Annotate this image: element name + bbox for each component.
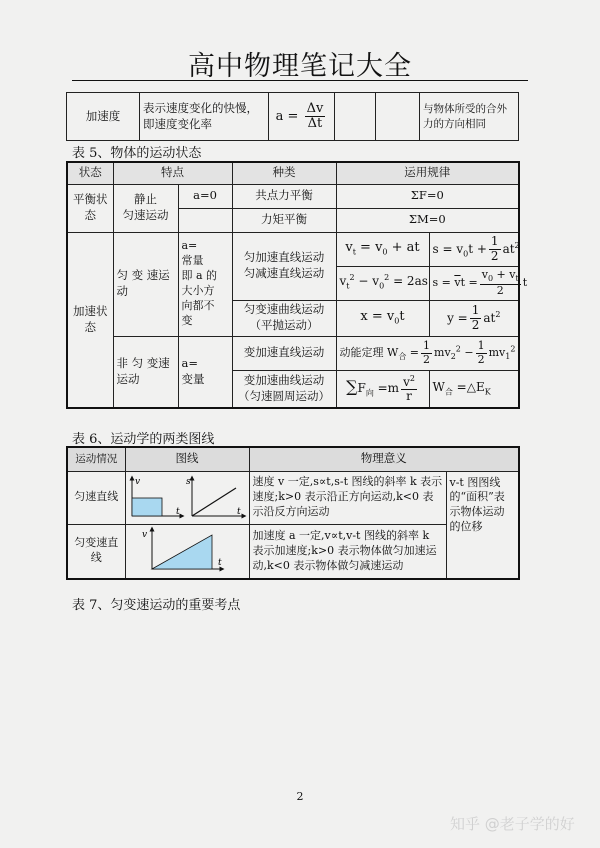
- motion-state-table: [66, 161, 528, 409]
- uniform-straight-kind: 匀加速直线运动 匀减速直线运动: [232, 232, 336, 300]
- header-graph: 图线: [125, 447, 249, 471]
- formula-work-energy: 动能定理 $W_合$ = $\frac{1}{2}$ $mv_2^2$ − $\frac{1}{2}$ $mv_1^2$: [336, 336, 519, 370]
- accel-motion-graph: [126, 525, 248, 573]
- formula-displacement: $s = v_0t$ + $\frac{1}{2}$ $at^2$: [429, 232, 519, 266]
- accel-state: 加速状态: [67, 232, 113, 408]
- acceleration-note: 与物体所受的合外力的方向相同: [420, 93, 519, 141]
- acceleration-desc: 表示速度变化的快慢，即速度变化率: [140, 93, 269, 141]
- header-feature: 特点: [113, 162, 232, 184]
- balance-state: 平衡状态: [67, 184, 113, 232]
- formula-velocity: $v_t = v_0$ + at: [336, 232, 429, 266]
- page-number: 2: [296, 790, 304, 803]
- watermark: 知乎 @老子学的好: [450, 815, 575, 833]
- vt2-axis-t-label: t: [218, 558, 222, 569]
- header-law: 运用规律: [336, 162, 519, 184]
- acceleration-name: 加速度: [67, 93, 140, 141]
- uniform-curve-kind: 匀变速曲线运动 （平抛运动）: [232, 300, 336, 336]
- nonuniform-accel-cond: a= 变量: [178, 336, 232, 408]
- title-rule: [72, 80, 528, 81]
- accel-graphs: [125, 525, 249, 579]
- st-line: [192, 488, 236, 516]
- table6-caption: 表 6、运动学的两类图线: [72, 432, 215, 447]
- uniform-accel-label: 匀 变 速运动: [113, 232, 178, 336]
- formula-horizontal: $x = v_0t$: [336, 300, 429, 336]
- vt2-area: [152, 535, 212, 569]
- formula-vertical: y = $\frac{1}{2}$ $at^2$: [429, 300, 519, 336]
- balance-feature: 静止 匀速运动: [113, 184, 178, 232]
- vt2-axis-v-label: v: [142, 530, 148, 541]
- balance-cond: a=0: [178, 184, 232, 208]
- table5-caption: 表 5、物体的运动状态: [72, 146, 202, 161]
- formula-velocity-displacement: $v_t^2 - v_0^2 = 2as$: [336, 266, 429, 300]
- nonuniform-accel-label: 非 匀 变速运动: [113, 336, 178, 408]
- acceleration-table: [66, 92, 519, 141]
- uniform-meaning: 速度 v 一定,s∝t,s-t 图线的斜率 k 表示速度;k>0 表示沿正方向运动,k<0 表示沿反方向运动: [249, 471, 446, 525]
- balance-law-torque: ΣM=0: [336, 208, 519, 232]
- page-title: 高中物理笔记大全: [188, 51, 412, 82]
- balance-law-force: ΣF=0: [336, 184, 519, 208]
- accel-meaning: 加速度 a 一定,v∝t,v-t 图线的斜率 k 表示加速度;k>0 表示物体做匀加速运动,k<0 表示物体做匀减速运动: [249, 525, 446, 579]
- kinematics-graph-table: [66, 446, 520, 580]
- formula-centripetal: $\sum F_向 =m$ $\frac{v^2}{r}$: [336, 370, 429, 408]
- header-state: 状态: [67, 162, 113, 184]
- uniform-case: 匀速直线: [67, 471, 125, 525]
- variable-straight-kind: 变加速直线运动: [232, 336, 336, 370]
- vt-axis-v-label: v: [135, 476, 141, 487]
- uniform-graphs: [125, 471, 249, 525]
- empty-cell: [178, 208, 232, 232]
- acceleration-formula: a = $\frac{\Delta v}{\Delta t}$: [269, 93, 335, 141]
- empty-cell: [376, 93, 420, 141]
- variable-curve-kind: 变加速曲线运动 （匀速圆周运动）: [232, 370, 336, 408]
- uniform-accel-case: 匀变速直线: [67, 525, 125, 579]
- uniform-accel-cond: a= 常量 即 a 的 大小方 向都不 变: [178, 232, 232, 336]
- st-axis-t-label: t: [237, 506, 241, 517]
- table7-caption: 表 7、匀变速运动的重要考点: [72, 598, 241, 613]
- header-meaning: 物理意义: [249, 447, 519, 471]
- header-case: 运动情况: [67, 447, 125, 471]
- balance-kind-torque: 力矩平衡: [232, 208, 336, 232]
- empty-cell: [335, 93, 376, 141]
- formula-work-kinetic: $W_合$ $=\triangle E_K$: [429, 370, 519, 408]
- header-kind: 种类: [232, 162, 336, 184]
- balance-kind-force: 共点力平衡: [232, 184, 336, 208]
- formula-average-velocity: $s = \overline{v}t$ = $\frac{v_0 + v_t}{2}$ t: [429, 266, 519, 300]
- st-axis-s-label: s: [186, 476, 191, 487]
- vt-axis-t-label: t: [176, 506, 180, 517]
- area-note: v-t 图图线的“面积”表示物体运动的位移: [446, 471, 519, 579]
- vt-area: [132, 498, 162, 516]
- uniform-motion-graphs: [126, 472, 248, 520]
